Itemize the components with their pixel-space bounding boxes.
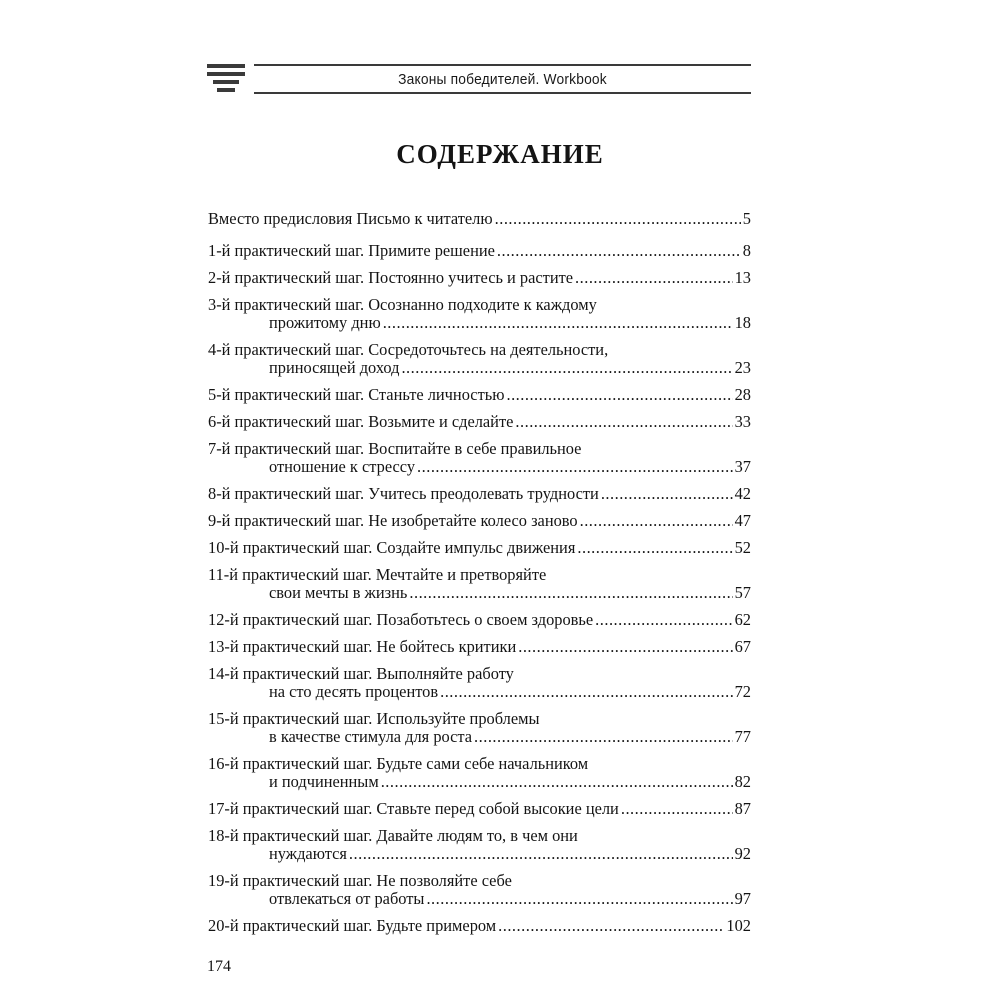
toc-dot-leader	[381, 773, 733, 791]
toc-line	[208, 210, 751, 228]
toc-entry-title: 15-й практический шаг. Используйте проблемы	[208, 709, 540, 728]
toc-entry[interactable]	[208, 638, 751, 656]
toc-dot-leader	[401, 359, 732, 377]
toc-line	[208, 566, 751, 584]
toc-dot-leader	[383, 314, 733, 332]
toc-line	[208, 917, 751, 935]
toc-entry[interactable]	[208, 539, 751, 557]
toc-page-number: 37	[734, 457, 751, 476]
toc-entry[interactable]	[208, 512, 751, 530]
toc-page-number: 42	[734, 484, 751, 503]
toc-entry-title: 3-й практический шаг. Осознанно подходите к каждому	[208, 295, 597, 314]
running-header	[254, 64, 751, 94]
toc-entry-title: 13-й практический шаг. Не бойтесь критики	[208, 637, 517, 656]
toc-line	[208, 413, 751, 431]
toc-entry-title: 18-й практический шаг. Давайте людям то, в чем они	[208, 826, 578, 845]
toc-page-number: 23	[734, 358, 751, 377]
toc-line	[208, 584, 751, 602]
toc-entry[interactable]	[208, 341, 751, 377]
toc-page-number: 8	[742, 241, 751, 260]
toc-line	[208, 800, 751, 818]
toc-dot-leader	[506, 386, 732, 404]
book-logo-icon	[207, 64, 245, 96]
toc-page-number: 87	[734, 799, 751, 818]
toc-page-number: 52	[734, 538, 751, 557]
toc-entry-title: в качестве стимула для роста	[269, 727, 473, 746]
toc-entry-title: свои мечты в жизнь	[269, 583, 408, 602]
toc-entry[interactable]	[208, 872, 751, 908]
toc-line	[208, 683, 751, 701]
toc-dot-leader	[498, 917, 724, 935]
toc-entry[interactable]	[208, 242, 751, 260]
toc-entry-title: 14-й практический шаг. Выполняйте работу	[208, 664, 514, 683]
toc-line	[208, 710, 751, 728]
toc-page-number: 82	[734, 772, 751, 791]
toc-line	[208, 458, 751, 476]
toc-page-number: 57	[734, 583, 751, 602]
toc-line	[208, 296, 751, 314]
toc-entry[interactable]	[208, 917, 751, 935]
toc-line	[208, 341, 751, 359]
toc-line	[208, 638, 751, 656]
table-of-contents	[208, 210, 751, 935]
toc-entry-title: 9-й практический шаг. Не изобретайте колесо заново	[208, 511, 578, 530]
toc-page-number: 62	[734, 610, 751, 629]
toc-line	[208, 440, 751, 458]
toc-entry[interactable]	[208, 386, 751, 404]
toc-entry[interactable]	[208, 710, 751, 746]
toc-line	[208, 314, 751, 332]
toc-entry[interactable]	[208, 611, 751, 629]
toc-entry[interactable]	[208, 440, 751, 476]
toc-entry-title: 19-й практический шаг. Не позволяйте себе	[208, 871, 512, 890]
toc-dot-leader	[577, 539, 732, 557]
toc-entry-title: 20-й практический шаг. Будьте примером	[208, 916, 497, 935]
toc-page-number: 13	[734, 268, 751, 287]
toc-entry[interactable]	[208, 566, 751, 602]
toc-dot-leader	[409, 584, 732, 602]
toc-page-number: 77	[734, 727, 751, 746]
toc-entry[interactable]	[208, 296, 751, 332]
toc-entry-title: 8-й практический шаг. Учитесь преодолевать трудности	[208, 484, 599, 503]
toc-entry-title: отношение к стрессу	[269, 457, 416, 476]
toc-entry-title: и подчиненным	[269, 772, 379, 791]
toc-page-number: 28	[734, 385, 751, 404]
toc-line	[208, 269, 751, 287]
toc-entry-title: Вместо предисловия Письмо к читателю	[208, 209, 493, 228]
toc-dot-leader	[417, 458, 733, 476]
toc-line	[208, 512, 751, 530]
toc-entry[interactable]	[208, 827, 751, 863]
toc-dot-leader	[575, 269, 733, 287]
toc-entry-title: на сто десять процентов	[269, 682, 439, 701]
toc-dot-leader	[515, 413, 732, 431]
toc-entry-title: прожитому дню	[269, 313, 381, 332]
toc-line	[208, 890, 751, 908]
toc-line	[208, 728, 751, 746]
toc-line	[208, 539, 751, 557]
toc-line	[208, 485, 751, 503]
toc-entry-title: 6-й практический шаг. Возьмите и сделайте	[208, 412, 514, 431]
toc-entry-title: 12-й практический шаг. Позаботьтесь о своем здоровье	[208, 610, 594, 629]
toc-line	[208, 773, 751, 791]
toc-line	[208, 359, 751, 377]
toc-entry-title: 1-й практический шаг. Примите решение	[208, 241, 495, 260]
toc-page-number: 102	[726, 916, 751, 935]
toc-entry-title: 4-й практический шаг. Сосредоточьтесь на деятельности,	[208, 340, 609, 359]
toc-dot-leader	[497, 242, 741, 260]
toc-line	[208, 872, 751, 890]
toc-entry-title: 10-й практический шаг. Создайте импульс движения	[208, 538, 576, 557]
toc-page-number: 72	[734, 682, 751, 701]
toc-line	[208, 242, 751, 260]
toc-entry-title: 5-й практический шаг. Станьте личностью	[208, 385, 505, 404]
toc-entry-title: 17-й практический шаг. Ставьте перед собой высокие цели	[208, 799, 619, 818]
toc-dot-leader	[580, 512, 733, 530]
toc-entry[interactable]	[208, 485, 751, 503]
toc-dot-leader	[349, 845, 733, 863]
toc-line	[208, 755, 751, 773]
toc-page-number: 33	[734, 412, 751, 431]
toc-dot-leader	[601, 485, 733, 503]
toc-dot-leader	[440, 683, 733, 701]
toc-entry-title: 11-й практический шаг. Мечтайте и претворяйте	[208, 565, 547, 584]
toc-entry-title: отвлекаться от работы	[269, 889, 425, 908]
toc-entry-title: приносящей доход	[269, 358, 400, 377]
page-number: 174	[207, 958, 231, 975]
toc-page-number: 18	[734, 313, 751, 332]
toc-entry[interactable]	[208, 210, 751, 228]
toc-line	[208, 827, 751, 845]
toc-entry-title: 2-й практический шаг. Постоянно учитесь и растите	[208, 268, 574, 287]
toc-page-number: 47	[734, 511, 751, 530]
toc-line	[208, 611, 751, 629]
toc-entry[interactable]	[208, 755, 751, 791]
toc-page-number: 67	[734, 637, 751, 656]
toc-entry[interactable]	[208, 665, 751, 701]
toc-line	[208, 665, 751, 683]
running-header-title: Законы победителей. Workbook	[398, 70, 607, 88]
toc-page-number: 92	[734, 844, 751, 863]
page-title: СОДЕРЖАНИЕ	[396, 139, 604, 169]
toc-entry[interactable]	[208, 269, 751, 287]
toc-line	[208, 845, 751, 863]
toc-page-number: 5	[742, 209, 751, 228]
toc-entry[interactable]	[208, 413, 751, 431]
toc-entry-title: 16-й практический шаг. Будьте сами себе начальником	[208, 754, 589, 773]
toc-dot-leader	[621, 800, 733, 818]
toc-dot-leader	[595, 611, 732, 629]
toc-line	[208, 386, 751, 404]
toc-entry-title: нуждаются	[269, 844, 347, 863]
toc-page-number: 97	[734, 889, 751, 908]
toc-dot-leader	[518, 638, 732, 656]
toc-dot-leader	[495, 210, 741, 228]
toc-entry[interactable]	[208, 800, 751, 818]
toc-entry-title: 7-й практический шаг. Воспитайте в себе правильное	[208, 439, 582, 458]
toc-dot-leader	[474, 728, 733, 746]
toc-dot-leader	[426, 890, 732, 908]
